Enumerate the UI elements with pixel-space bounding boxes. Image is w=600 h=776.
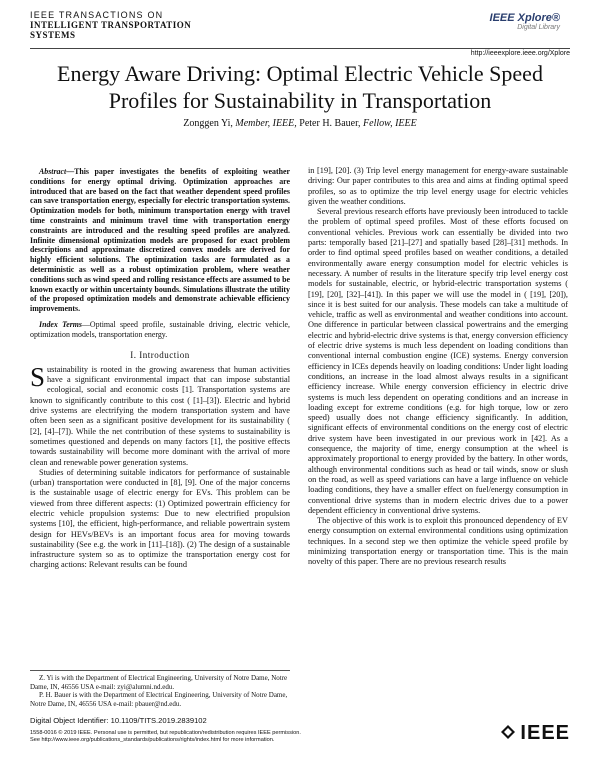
intro-p1-text: ustainability is rooted in the growing awareness that human activities have a significant environmental impact that can impose substantial ecological, social and economic costs [1]. Transportation systems are known to significantly contribute to this cost ( [1]–[3]). Electric and hybrid drive systems are electrifying the modern transportation system and have often been seen as a significant positive development for its sustainability ( [2], [4]–[7]). While the net contribution of these systems to sustainability is sometimes questioned and depends on many factors [1], the positive effects towards sustainability will become more dominant with the arrival of more clean and renewable power generation systems. <box>30 364 290 467</box>
author-2: Peter H. Bauer, <box>299 118 361 129</box>
footnote-2: P. H. Bauer is with the Department of Electrical Engineering, University of Notre Dame, Notre Dame, IN, 46556 USA e-mail: pbauer@nd.edu. <box>30 691 288 709</box>
xplore-url[interactable]: http://ieeexplore.ieee.org/Xplore <box>470 50 570 57</box>
right-paragraph-1: in [19], [20]. (3) Trip level energy management for energy-aware sustainable driving: Our paper contributes to this area and aims at finding optimal speed profiles, so as to optimize the trip level energy usage for electric vehicles given the weather conditions. <box>308 166 568 206</box>
index-terms-label: Index Terms <box>39 319 82 329</box>
intro-paragraph-2: Studies of determining suitable indicators for performance of sustainable (urban) transportation were conducted in [8], [9]. One of the major concerns is the sustainable usage of electric energy for EVs. This problem can be viewed from three different aspects: (1) Optimized powertrain efficiency for electric vehicle propulsion systems: Due to new electrified propulsion systems [10], the efficient, high-performance, and reliable powertrain system design for HEVs/BEVs is an important focus area for moving towards sustainability (See e.g. the work in [11]–[18]). (2) The design of a sustainable infrastructure system so as to optimize the transportation energy cost for charging actions: Relevant results can be found <box>30 467 290 570</box>
journal-header <box>30 10 191 40</box>
xplore-logo[interactable] <box>490 12 560 31</box>
section-heading: I. Introduction <box>130 349 190 360</box>
abstract-text: —This paper investigates the benefits of exploiting weather conditions for energy optimal driving. Optimization approaches are introduced that are based on the fact that weather dependent speed profiles can save transportation energy, especially for electric transportation systems. Optimization models for both, minimum transportation energy with travel time constraints and minimum travel time with transportation energy constraints are introduced and the resulting speed profiles are analyzed. Infinite dimensional optimization models are proposed for exact problem descriptions and approximate discretized convex models are derived for highly efficient solutions. The optimization tasks are formulated as a deterministic as well as a robust optimization problem, where weather conditions such as wind speed and rolling resistance effects are assumed to be known exactly or within uncertainty bounds. Simulations illustrate the utility of the proposed optimization models and demonstrate achievable efficiency improvements. <box>30 167 290 314</box>
footnote-1: Z. Yi is with the Department of Electrical Engineering, University of Notre Dame, Notre Dame, IN, 46556 USA e-mail: zyi@alumni.nd.edu. <box>30 674 288 691</box>
authors <box>30 118 570 129</box>
footnotes <box>30 670 290 709</box>
xplore-sub: Digital Library <box>517 24 560 31</box>
xplore-brand: IEEE Xplore® <box>489 12 560 24</box>
paper-title: Energy Aware Driving: Optimal Electric Vehicle Speed Profiles for Sustainability in Transportation <box>57 61 543 113</box>
abstract <box>30 167 290 314</box>
dropcap: S <box>30 361 46 392</box>
copyright-notice <box>30 730 410 744</box>
ieee-diamond-icon <box>500 724 516 740</box>
journal-line3: SYSTEMS <box>30 30 76 40</box>
copyright-line-1: 1558-0016 © 2019 IEEE. Personal use is permitted, but republication/redistribution requires IEEE permission. <box>30 730 301 736</box>
journal-line2: INTELLIGENT TRANSPORTATION <box>30 20 192 30</box>
right-paragraph-2: Several previous research efforts have previously been introduced to tackle the problem of optimal speed profiles. Most of these efforts focused on conventional vehicles. Previous work can essentially be divided into two parts: temporally based [21]–[27] and spatially based [28]–[31] methods. In order to find optimal speed profiles based on weather conditions, a detailed environmentally aware energy consumption model for electric vehicles is necessary. A number of results in the literature specify trip level energy cost models for sustainable, electric, or hybrid-electric transportation systems ( [19], [20], [32]–[41]). In this paper we will use the model in ( [19], [20]), since it is best suited for our analysis. These models can take a multitude of vehicle, traffic as well as environmental and weather conditions into account. One difference in particular between classical powertrains and the emerging electric and hybrid-electric drive systems is that, energy conversion efficiency of electric drive systems is much less dependent on loading conditions than conventional internal combustion engine (ICE) systems. Energy conversion efficiency in ICEs depends heavily on loading conditions: Under light loading conditions, an increase in the load almost always results in a significant efficiency increase. While energy conversion efficiency in electric drive systems is much less dependent on operating conditions and an increase in loading except for extreme conditions (e.g. for high torque, low or zero speed) usually does not change efficiency significantly. In addition, significant effects of environmental conditions on the energy cost of electric drive system have been investigated in our previous work in [42]. As a consequence, the majority of time, energy consumption at the wheel is approximately proportional to energy provided by the battery. In other words, although environmental conditions such as head or tail winds, snow or slush on the road, as well as speed variations can have a large influence on vehicle loading conditions, they have a smaller effect on fuel/energy consumption in conventional drive systems than in modern electric drives due to a power dependent efficiency in conventional drive systems. <box>308 207 568 515</box>
left-column <box>30 167 290 571</box>
copyright-line-2[interactable]: See http://www.ieee.org/publications_standards/publications/rights/index.html for more information. <box>30 737 275 743</box>
right-paragraph-3: The objective of this work is to exploit this pronounced dependency of EV energy consumption on external environmental conditions using optimization techniques. In a second step we then optimize the vehicle speed profile by minimizing transportation energy or transportation time. This is the main novelty of this paper. There are no previous research results <box>308 516 568 567</box>
right-column <box>308 166 568 568</box>
header-rule <box>30 48 570 49</box>
journal-line1: IEEE TRANSACTIONS ON <box>30 10 164 20</box>
intro-paragraph-1 <box>30 361 290 468</box>
abstract-label: Abstract <box>39 167 67 176</box>
index-terms-text: —Optimal speed profile, sustainable driving, electric vehicle, optimization models, transportation energy. <box>30 319 290 339</box>
author-1: Zonggen Yi, <box>183 118 233 129</box>
index-terms <box>30 320 290 340</box>
author-1-role: Member, IEEE, <box>235 118 297 129</box>
doi[interactable]: Digital Object Identifier: 10.1109/TITS.2019.2839102 <box>30 716 207 725</box>
author-2-role: Fellow, IEEE <box>363 118 417 129</box>
ieee-logo: IEEE <box>520 722 570 744</box>
